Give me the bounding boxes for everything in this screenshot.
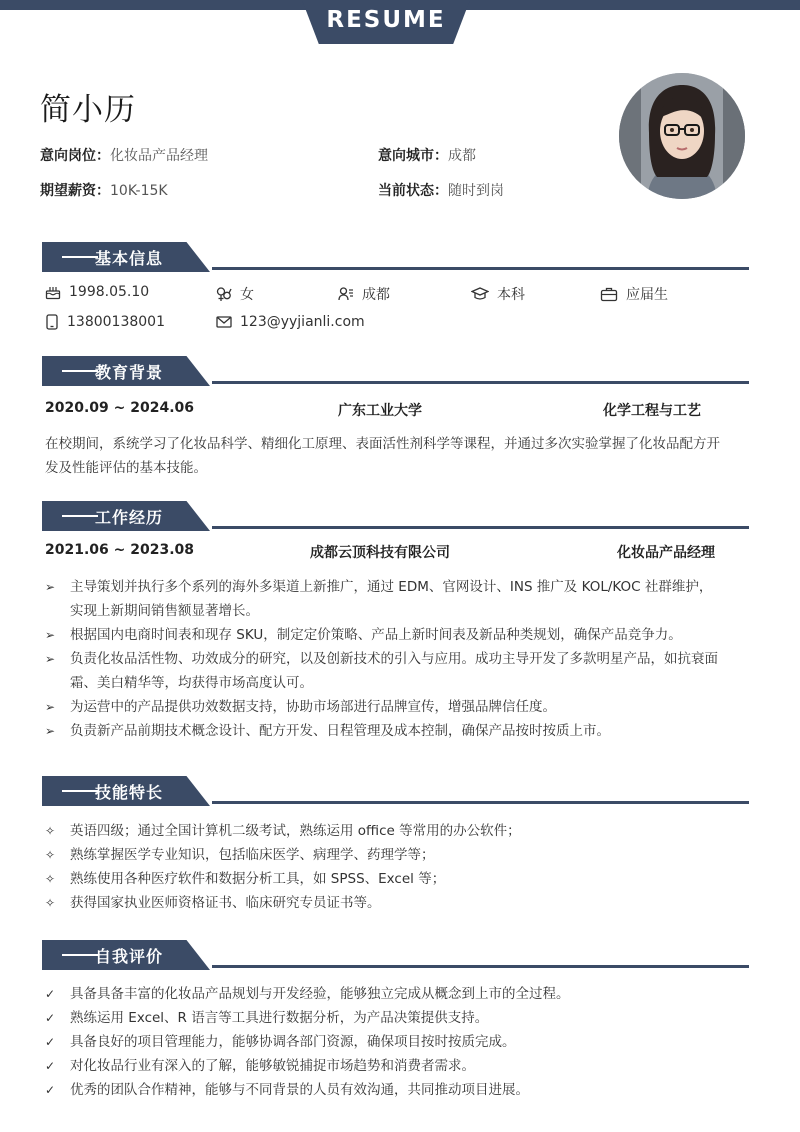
section-basic-info [42, 242, 749, 272]
list-item: ➢ 负责新产品前期技术概念设计、配方开发、日程管理及成本控制，确保产品按时按质上市。 [45, 719, 725, 743]
list-item: ➢ 根据国内电商时间表和现存 SKU，制定定价策略、产品上新时间表及新品种类规划，确保产品竞争力。 [45, 623, 725, 647]
section-dash [62, 515, 98, 517]
intended-city-label: 意向城市： [378, 148, 448, 164]
list-item: ✓ 对化妆品行业有深入的了解，能够敏锐捕捉市场趋势和消费者需求。 [45, 1054, 725, 1078]
birth-date-value: 1998.05.10 [69, 284, 150, 300]
briefcase-icon [600, 286, 618, 302]
section-dash [62, 256, 98, 258]
section-underline [212, 965, 749, 968]
section-title: 基本信息 [95, 249, 164, 268]
section-title: 自我评价 [95, 947, 164, 966]
work-header-row [45, 542, 715, 561]
gender-value: 女 [240, 287, 254, 303]
intended-city-value: 成都 [448, 148, 476, 164]
work-duties-list [45, 575, 725, 743]
current-status [378, 180, 504, 200]
email [216, 314, 365, 330]
current-status-label: 当前状态： [378, 183, 448, 199]
section-title: 技能特长 [95, 783, 164, 802]
intended-position [40, 145, 208, 165]
section-dash [62, 954, 98, 956]
education-header-row [45, 400, 715, 419]
phone [45, 314, 165, 330]
diamond-bullet-icon: ✧ [45, 848, 56, 862]
portrait-illustration [619, 73, 745, 199]
education-description: 在校期间，系统学习了化妆品科学、精细化工原理、表面活性剂科学等课程，并通过多次实验掌握了化妆品配方开发及性能评估的基本技能。 [45, 436, 720, 476]
work-role: 化妆品产品经理 [617, 545, 715, 561]
diamond-bullet-icon: ✧ [45, 824, 56, 838]
education-major: 化学工程与工艺 [603, 403, 701, 419]
gender-icon [216, 286, 232, 302]
work-company: 成都云顶科技有限公司 [310, 545, 450, 561]
list-item: ➢ 主导策划并执行多个系列的海外多渠道上新推广，通过 EDM、官网设计、INS 推广及 KOL/KOC 社群维护，实现上新期间销售额显著增长。 [45, 575, 725, 623]
arrow-bullet-icon: ➢ [45, 628, 56, 642]
section-dash [62, 790, 98, 792]
section-self-evaluation [42, 940, 749, 970]
list-item: ➢ 为运营中的产品提供功效数据支持，协助市场部进行品牌宣传，增强品牌信任度。 [45, 695, 725, 719]
work-period: 2021.06 ~ 2023.08 [45, 542, 195, 558]
gender [216, 284, 254, 304]
list-item: ✧ 获得国家执业医师资格证书、临床研究专员证书等。 [45, 891, 725, 915]
location-value: 成都 [362, 287, 390, 303]
section-title: 工作经历 [95, 508, 164, 527]
arrow-bullet-icon: ➢ [45, 652, 56, 666]
list-item: ✧ 熟练掌握医学专业知识，包括临床医学、病理学、药理学等； [45, 843, 725, 867]
check-bullet-icon: ✓ [45, 987, 56, 1001]
section-skills [42, 776, 749, 806]
current-status-value: 随时到岗 [448, 183, 504, 199]
section-underline [212, 801, 749, 804]
diamond-bullet-icon: ✧ [45, 872, 56, 886]
list-item: ✓ 熟练运用 Excel、R 语言等工具进行数据分析，为产品决策提供支持。 [45, 1006, 725, 1030]
check-bullet-icon: ✓ [45, 1083, 56, 1097]
degree [471, 284, 525, 304]
identity [600, 284, 668, 304]
expected-salary-label: 期望薪资： [40, 183, 110, 199]
expected-salary-value: 10K-15K [110, 183, 168, 199]
section-work [42, 501, 749, 531]
arrow-bullet-icon: ➢ [45, 580, 56, 594]
section-education [42, 356, 749, 386]
intended-position-value: 化妆品产品经理 [110, 148, 208, 164]
mail-icon [216, 315, 232, 329]
birth-date [45, 284, 149, 300]
candidate-name: 简小历 [40, 92, 136, 128]
intended-city [378, 145, 476, 165]
expected-salary [40, 180, 168, 200]
section-title: 教育背景 [95, 363, 164, 382]
list-item: ✓ 优秀的团队合作精神，能够与不同背景的人员有效沟通，共同推动项目进展。 [45, 1078, 725, 1102]
section-underline [212, 381, 749, 384]
diamond-bullet-icon: ✧ [45, 896, 56, 910]
section-dash [62, 370, 98, 372]
arrow-bullet-icon: ➢ [45, 700, 56, 714]
check-bullet-icon: ✓ [45, 1011, 56, 1025]
phone-value: 13800138001 [67, 314, 165, 330]
graduation-cap-icon [471, 286, 489, 302]
cake-icon [45, 284, 61, 300]
list-item: ➢ 负责化妆品活性物、功效成分的研究，以及创新技术的引入与应用。成功主导开发了多款明星产品，如抗衰面霜、美白精华等，均获得市场高度认可。 [45, 647, 725, 695]
list-item: ✓ 具备良好的项目管理能力，能够协调各部门资源，确保项目按时按质完成。 [45, 1030, 725, 1054]
resume-banner-title: RESUME [326, 7, 446, 33]
identity-value: 应届生 [626, 287, 668, 303]
education-period: 2020.09 ~ 2024.06 [45, 400, 195, 416]
avatar-photo [619, 73, 745, 199]
self-evaluation-list [45, 982, 725, 1102]
section-underline [212, 526, 749, 529]
list-item: ✧ 熟练使用各种医疗软件和数据分析工具，如 SPSS、Excel 等； [45, 867, 725, 891]
intended-position-label: 意向岗位： [40, 148, 110, 164]
degree-value: 本科 [497, 287, 525, 303]
user-location-icon [338, 286, 354, 302]
education-school: 广东工业大学 [338, 403, 422, 419]
check-bullet-icon: ✓ [45, 1035, 56, 1049]
section-underline [212, 267, 749, 270]
arrow-bullet-icon: ➢ [45, 724, 56, 738]
email-value: 123@yyjianli.com [240, 314, 365, 330]
check-bullet-icon: ✓ [45, 1059, 56, 1073]
phone-icon [45, 314, 59, 330]
location [338, 284, 390, 304]
skills-list [45, 819, 725, 915]
list-item: ✓ 具备具备丰富的化妆品产品规划与开发经验，能够独立完成从概念到上市的全过程。 [45, 982, 725, 1006]
list-item: ✧ 英语四级；通过全国计算机二级考试，熟练运用 office 等常用的办公软件； [45, 819, 725, 843]
